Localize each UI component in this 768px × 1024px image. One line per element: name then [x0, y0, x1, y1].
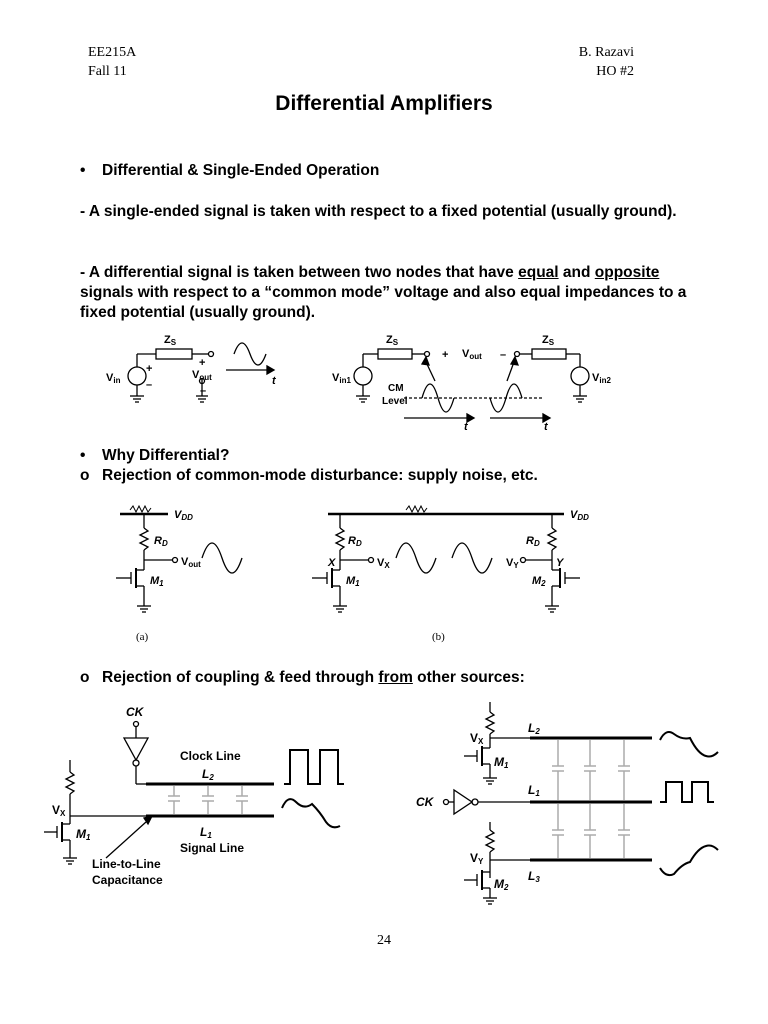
label-vy-b: VY: [506, 557, 519, 570]
label-l2-right: L2: [528, 721, 540, 736]
label-plus: +: [146, 363, 153, 375]
label-vout-diff: Vout: [462, 348, 482, 361]
label-vout-plus-diff: +: [442, 349, 449, 361]
bullet-marker: •: [80, 447, 86, 464]
section-heading-why-differential: Why Differential?: [102, 447, 230, 464]
label-vout-minus: –: [200, 385, 207, 397]
label-cm: CM: [388, 383, 404, 394]
label-zs-right: ZS: [542, 334, 555, 347]
label-vx-left: VX: [52, 803, 66, 818]
sub-bullet-common-mode: Rejection of common-mode disturbance: supply noise, etc.: [102, 467, 538, 484]
sub-bullet-marker: o: [80, 669, 90, 686]
caption-b: (b): [432, 631, 445, 643]
label-time-mid: t: [464, 421, 468, 433]
label-line-to-line: Line-to-Line: [92, 857, 161, 871]
page-number: 24: [377, 933, 391, 948]
underlined-word-opposite: opposite: [594, 264, 660, 281]
label-l1-right: L1: [528, 783, 540, 798]
label-zs-mid: ZS: [386, 334, 399, 347]
bullet-marker: •: [80, 162, 86, 179]
sub-bullet-text: other sources:: [412, 669, 525, 686]
label-time-right: t: [544, 421, 548, 433]
label-y-node: Y: [556, 557, 564, 569]
paragraph-text: - A differential signal is taken between two nodes that have: [80, 264, 519, 281]
label-l1-left: L1: [200, 825, 212, 840]
label-vdd-a: VDD: [174, 509, 193, 522]
label-vdd-b: VDD: [570, 509, 589, 522]
course-code: EE215A: [88, 45, 137, 60]
paragraph-text: signals with respect to a “common mode” voltage and also equal impedances to a fixed potential (usually ground).: [80, 284, 687, 321]
label-rd-b-left: RD: [348, 535, 362, 548]
label-vin: Vin: [106, 372, 121, 385]
sub-bullet-marker: o: [80, 467, 90, 484]
label-vout-a: Vout: [181, 556, 201, 569]
label-m1-a: M1: [150, 575, 164, 588]
paragraph-single-ended: - A single-ended signal is taken with respect to a fixed potential (usually ground).: [80, 203, 677, 220]
label-rd-b-right: RD: [526, 535, 540, 548]
page-title: Differential Amplifiers: [275, 92, 493, 115]
label-signal-line: Signal Line: [180, 841, 245, 855]
label-vout-plus: +: [199, 357, 206, 369]
label-m2-b: M2: [532, 575, 546, 588]
author: B. Razavi: [578, 45, 634, 60]
label-clock-line: Clock Line: [180, 749, 241, 763]
label-ck-left: CK: [126, 705, 144, 719]
label-rd-a: RD: [154, 535, 168, 548]
label-vin2: Vin2: [592, 372, 611, 385]
underlined-word-equal: equal: [518, 264, 559, 281]
label-minus: –: [146, 379, 153, 391]
sub-bullet-text: Rejection of coupling & feed through: [102, 669, 379, 686]
label-vin1: Vin1: [332, 372, 351, 385]
label-capacitance: Capacitance: [92, 873, 163, 887]
label-l2-left: L2: [202, 767, 214, 782]
figure-single-vs-differential: [92, 326, 622, 434]
label-vout: Vout: [192, 369, 212, 382]
label-vx-right: VX: [470, 731, 484, 746]
label-m2-right: M2: [494, 877, 509, 892]
figure-supply-noise: [96, 498, 616, 646]
course-term: Fall 11: [88, 64, 127, 79]
label-vy-right: VY: [470, 851, 484, 866]
label-zs-left: ZS: [164, 334, 177, 347]
label-m1-left: M1: [76, 827, 91, 842]
label-level: Level: [382, 396, 408, 407]
section-heading-operation: Differential & Single-Ended Operation: [102, 162, 380, 179]
paragraph-text: and: [558, 264, 595, 281]
caption-a: (a): [136, 631, 149, 643]
sub-bullet-coupling: [102, 668, 525, 688]
paragraph-differential: [80, 263, 690, 323]
label-ck-right: CK: [416, 795, 434, 809]
handout-number: HO #2: [596, 64, 634, 79]
label-l3-right: L3: [528, 869, 540, 884]
label-m1-b: M1: [346, 575, 360, 588]
label-m1-right: M1: [494, 755, 509, 770]
label-x-node: X: [328, 557, 336, 569]
underlined-word-from: from: [378, 669, 413, 686]
label-vx-b: VX: [377, 557, 390, 570]
figure-single-ended-coupling: [34, 698, 350, 894]
label-time-left: t: [272, 375, 276, 387]
label-vout-minus-diff: –: [500, 349, 507, 361]
figure-differential-coupling: [410, 698, 722, 912]
